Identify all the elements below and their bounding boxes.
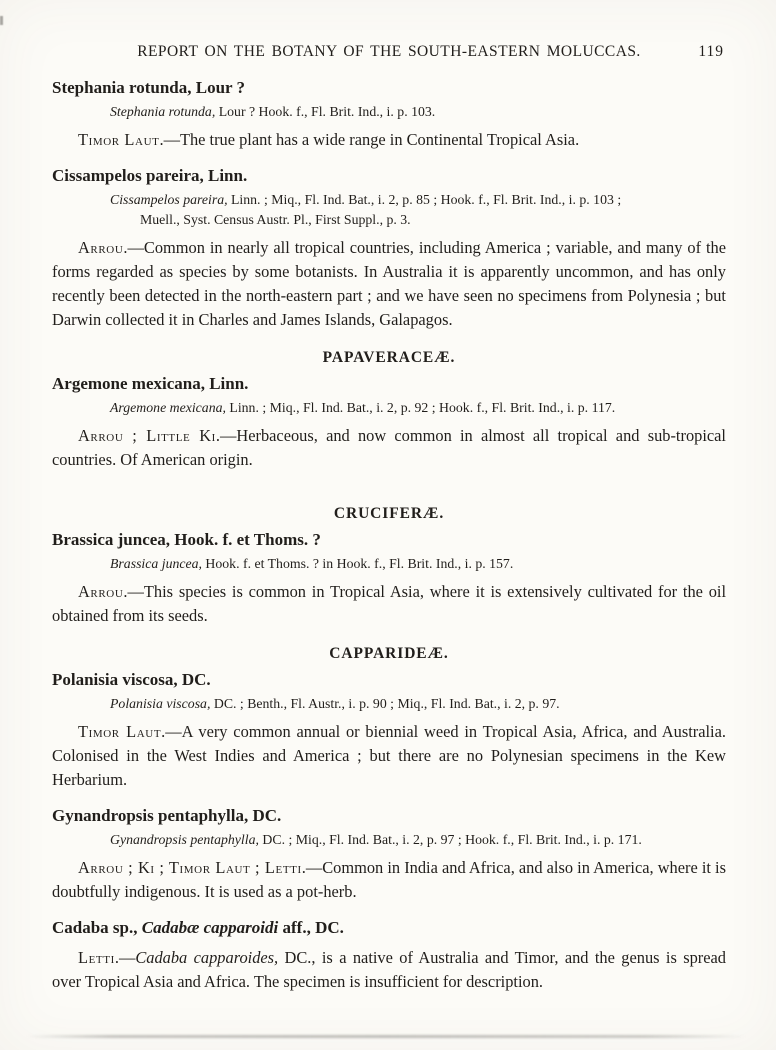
entry-cissampelos-pareira [52, 164, 726, 332]
species-heading: Brassica juncea, Hook. f. et Thoms. ? [52, 530, 321, 549]
page-number: 119 [698, 43, 724, 60]
description-text: .—The true plant has a wide range in Continental Tropical Asia. [159, 130, 580, 149]
species-heading: Argemone mexicana, Linn. [52, 374, 249, 393]
citation-species-name: Cissampelos pareira, [110, 192, 228, 207]
description-text: .—Herbaceous, and now common in almost all tropical and sub-tropical countries. Of American origin. [52, 426, 726, 469]
locality-label: Arrou ; Little Ki [78, 426, 216, 445]
page-header [52, 40, 726, 64]
locality-label: Arrou [78, 582, 124, 601]
entry-brassica-juncea [52, 528, 726, 628]
species-name-prefix: Cadaba sp., [52, 918, 142, 937]
citation-reference: Linn. ; Miq., Fl. Ind. Bat., i. 2, p. 85 ; Hook. f., Fl. Brit. Ind., i. p. 103 ; [227, 192, 622, 207]
running-title: REPORT ON THE BOTANY OF THE SOUTH-EASTERN MOLUCCAS. [137, 43, 641, 60]
locality-label: Arrou ; Ki ; Timor Laut ; Letti [78, 858, 302, 877]
description-dash: .— [114, 948, 136, 967]
species-name-suffix: aff., DC. [278, 918, 344, 937]
synonymy-citation [52, 102, 726, 122]
citation-reference: Hook. f. et Thoms. ? in Hook. f., Fl. Brit. Ind., i. p. 157. [201, 556, 514, 571]
citation-continuation: Muell., Syst. Census Austr. Pl., First Suppl., p. 3. [140, 212, 411, 227]
locality-label: Timor Laut [78, 130, 160, 149]
entry-polanisia-viscosa [52, 668, 726, 792]
species-name-italic: Cadabæ capparoidi [141, 918, 279, 937]
synonymy-citation [52, 830, 726, 850]
synonymy-citation [52, 398, 726, 418]
description-text: .—This species is common in Tropical Asia, where it is extensively cultivated for the oil obtained from its seeds. [52, 582, 726, 625]
locality-label: Letti [78, 948, 115, 967]
species-heading: Stephania rotunda, Lour ? [52, 78, 246, 97]
locality-label: Arrou [78, 238, 124, 257]
entry-cadaba-sp [52, 916, 726, 994]
species-heading [52, 916, 726, 940]
species-description [52, 424, 726, 472]
citation-species-name: Stephania rotunda, [110, 104, 216, 119]
family-heading-papaveraceae: PAPAVERACEÆ. [322, 349, 456, 366]
species-description [52, 580, 726, 628]
citation-species-name: Polanisia viscosa, [110, 696, 211, 711]
citation-reference: DC. ; Miq., Fl. Ind. Bat., i. 2, p. 97 ; Hook. f., Fl. Brit. Ind., i. p. 171. [258, 832, 642, 847]
citation-species-name: Gynandropsis pentaphylla, [110, 832, 259, 847]
family-heading-capparideae: CAPPARIDEÆ. [329, 645, 449, 662]
scan-edge-artifact [26, 1035, 746, 1038]
species-description [52, 236, 726, 332]
locality-label: Timor Laut [78, 722, 162, 741]
citation-species-name: Argemone mexicana, [110, 400, 226, 415]
synonymy-citation [52, 190, 726, 230]
synonymy-citation [52, 554, 726, 574]
synonymy-citation [52, 694, 726, 714]
species-description [52, 720, 726, 792]
description-text: .—A very common annual or biennial weed in Tropical Asia, Africa, and Australia. Colonised in the West Indies and America ; but there are no Polynesian specimens in the Kew Herbarium. [52, 722, 726, 789]
scan-speck-artifact [0, 16, 3, 25]
species-description [52, 856, 726, 904]
citation-reference: Linn. ; Miq., Fl. Ind. Bat., i. 2, p. 92 ; Hook. f., Fl. Brit. Ind., i. p. 117. [225, 400, 616, 415]
entry-argemone-mexicana [52, 372, 726, 472]
citation-reference: DC. ; Benth., Fl. Austr., i. p. 90 ; Miq., Fl. Ind. Bat., i. 2, p. 97. [210, 696, 560, 711]
description-text: .—Common in nearly all tropical countries, including America ; variable, and many of the forms regarded as species by some botanists. In Australia it is apparently uncommon, and has only recently been detected in the north-eastern part ; and we have seen no specimens from Polynesia ; but Darwin collected it in Charles and James Islands, Galapagos. [52, 238, 726, 329]
description-text: .—Common in India and Africa, and also in America, where it is doubtfully indigenous. It is used as a pot-herb. [52, 858, 726, 901]
species-description [52, 946, 726, 994]
species-heading: Cissampelos pareira, Linn. [52, 166, 248, 185]
entry-gynandropsis-pentaphylla [52, 804, 726, 904]
species-heading: Polanisia viscosa, DC. [52, 670, 211, 689]
species-description [52, 128, 726, 152]
description-text: DC., is a native of Australia and Timor, and the genus is spread over Tropical Asia and Africa. The specimen is insufficient for description. [52, 948, 726, 991]
species-heading: Gynandropsis pentaphylla, DC. [52, 806, 282, 825]
citation-species-name: Brassica juncea, [110, 556, 202, 571]
citation-reference: Lour ? Hook. f., Fl. Brit. Ind., i. p. 103. [215, 104, 436, 119]
entry-stephania-rotunda [52, 76, 726, 152]
description-species-italic: Cadaba capparoides, [135, 948, 279, 967]
family-heading-cruciferae: CRUCIFERÆ. [333, 505, 445, 522]
